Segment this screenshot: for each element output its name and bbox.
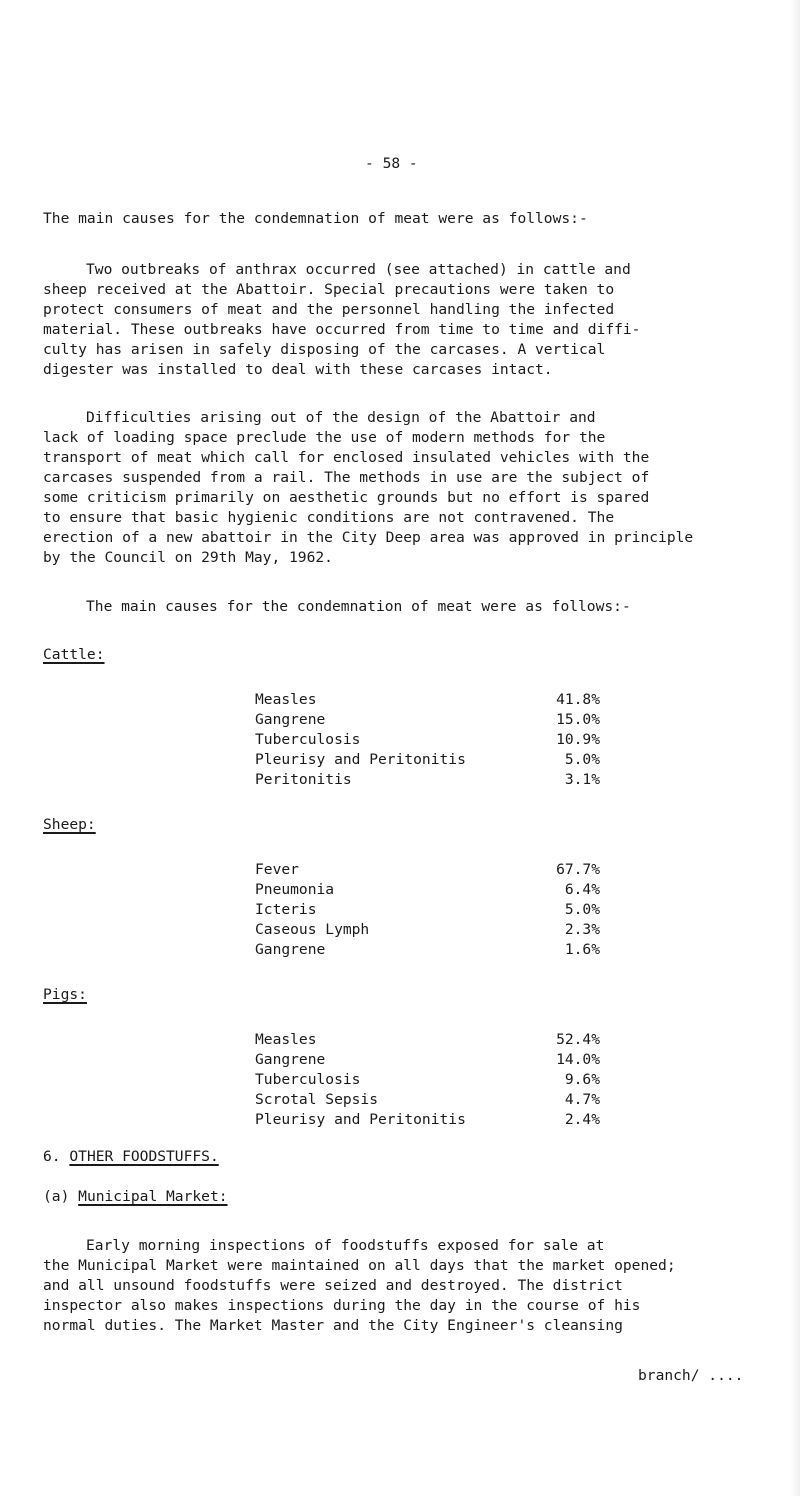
list-item: [255, 1110, 600, 1129]
cause-name: Tuberculosis: [255, 1071, 361, 1088]
list-item: [255, 1050, 600, 1069]
list-item: [255, 1030, 600, 1049]
paragraph-line: inspector also makes inspections during the day in the course of his: [43, 1297, 641, 1314]
cause-percent: 41.8%: [556, 691, 600, 708]
cause-name: Gangrene: [255, 941, 326, 958]
list-item: [255, 770, 600, 789]
catchword: branch/ ....: [638, 1367, 744, 1384]
cause-name: Caseous Lymph: [255, 921, 370, 938]
cause-name: Scrotal Sepsis: [255, 1091, 379, 1108]
section-title: OTHER FOODSTUFFS.: [69, 1148, 219, 1165]
cause-percent: 67.7%: [556, 861, 600, 878]
list-item: [255, 750, 600, 769]
page-number: - 58 -: [365, 155, 418, 172]
cattle-label: Cattle:: [43, 646, 105, 663]
cause-name: Tuberculosis: [255, 731, 361, 748]
page-edge-shadow: [790, 0, 800, 1496]
cause-percent: 6.4%: [564, 881, 600, 898]
subsection-marker: (a): [43, 1188, 70, 1205]
paragraph-line: Two outbreaks of anthrax occurred (see attached) in cattle and: [86, 261, 631, 278]
cause-percent: 1.6%: [564, 941, 600, 958]
list-item: [255, 1070, 600, 1089]
cause-percent: 2.4%: [564, 1111, 600, 1128]
paragraph-line: carcases suspended from a rail. The methods in use are the subject of: [43, 469, 650, 486]
paragraph-line: culty has arisen in safely disposing of the carcases. A vertical: [43, 341, 606, 358]
paragraph-line: to ensure that basic hygienic conditions are not contravened. The: [43, 509, 615, 526]
cause-percent: 9.6%: [564, 1071, 600, 1088]
cause-percent: 5.0%: [564, 751, 600, 768]
list-item: [255, 900, 600, 919]
cause-name: Peritonitis: [255, 771, 352, 788]
paragraph-line: Difficulties arising out of the design of the Abattoir and: [86, 409, 596, 426]
list-item: [255, 690, 600, 709]
cause-percent: 5.0%: [564, 901, 600, 918]
cause-name: Fever: [255, 861, 299, 878]
cause-percent: 15.0%: [556, 711, 600, 728]
cause-name: Measles: [255, 691, 317, 708]
pigs-label: Pigs:: [43, 986, 87, 1003]
cause-name: Icteris: [255, 901, 317, 918]
section-number: 6.: [43, 1148, 61, 1165]
cause-percent: 10.9%: [556, 731, 600, 748]
list-item: [255, 730, 600, 749]
list-item: [255, 880, 600, 899]
cause-percent: 2.3%: [564, 921, 600, 938]
cause-name: Gangrene: [255, 711, 326, 728]
list-item: [255, 1090, 600, 1109]
paragraph-line: material. These outbreaks have occurred from time to time and diffi-: [43, 321, 641, 338]
cause-name: Pleurisy and Peritonitis: [255, 1111, 466, 1128]
paragraph-line: by the Council on 29th May, 1962.: [43, 549, 333, 566]
list-item: [255, 920, 600, 939]
cause-percent: 14.0%: [556, 1051, 600, 1068]
cause-name: Pleurisy and Peritonitis: [255, 751, 466, 768]
paragraph-line: some criticism primarily on aesthetic grounds but no effort is spared: [43, 489, 650, 506]
cause-name: Gangrene: [255, 1051, 326, 1068]
cause-name: Pneumonia: [255, 881, 335, 898]
causes-heading: The main causes for the condemnation of meat were as follows:-: [86, 598, 631, 615]
sheep-label: Sheep:: [43, 816, 96, 833]
subsection-title: Municipal Market:: [78, 1188, 228, 1205]
list-item: [255, 860, 600, 879]
cause-name: Measles: [255, 1031, 317, 1048]
paragraph-line: digester was installed to deal with these carcases intact.: [43, 361, 553, 378]
subsection-heading: [43, 1187, 228, 1206]
cause-percent: 4.7%: [564, 1091, 600, 1108]
paragraph-line: the Municipal Market were maintained on all days that the market opened;: [43, 1257, 676, 1274]
list-item: [255, 940, 600, 959]
paragraph-line: erection of a new abattoir in the City Deep area was approved in principle: [43, 529, 694, 546]
paragraph-line: protect consumers of meat and the personnel handling the infected: [43, 301, 615, 318]
cause-percent: 52.4%: [556, 1031, 600, 1048]
paragraph-line: normal duties. The Market Master and the City Engineer's cleansing: [43, 1317, 623, 1334]
paragraph-line: transport of meat which call for enclosed insulated vehicles with the: [43, 449, 650, 466]
cause-percent: 3.1%: [564, 771, 600, 788]
intro-heading: The main causes for the condemnation of meat were as follows:-: [43, 210, 588, 227]
section-heading: [43, 1147, 219, 1166]
paragraph-line: and all unsound foodstuffs were seized and destroyed. The district: [43, 1277, 623, 1294]
paragraph-line: sheep received at the Abattoir. Special precautions were taken to: [43, 281, 615, 298]
list-item: [255, 710, 600, 729]
paragraph-line: Early morning inspections of foodstuffs exposed for sale at: [86, 1237, 605, 1254]
paragraph-line: lack of loading space preclude the use of modern methods for the: [43, 429, 606, 446]
